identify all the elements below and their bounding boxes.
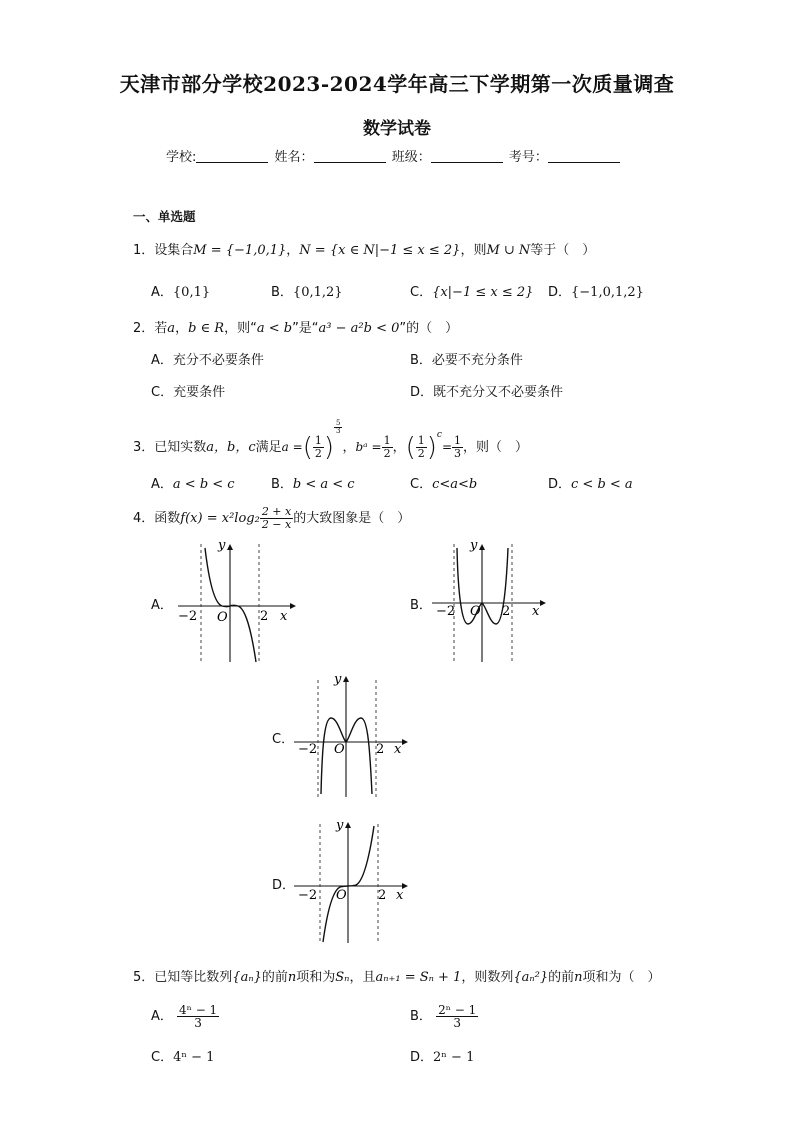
x-axis-arrow [402, 739, 408, 745]
x-label: x [532, 604, 540, 619]
question-2-option-b[interactable]: B．必要不充分条件 [410, 353, 523, 368]
tick-neg2: −2 [178, 609, 198, 624]
question-2-stem: 2．若a，b ∈ R，则“a < b”是“a³ − a²b < 0”的（ ） [133, 321, 459, 336]
tick-neg2: −2 [298, 742, 318, 757]
question-4-option-d-label[interactable]: D． [272, 878, 296, 893]
question-4-option-a-label[interactable]: A． [151, 598, 173, 613]
section-heading: 一、单选题 [133, 209, 196, 224]
y-label: y [334, 672, 342, 687]
question-3-option-c[interactable]: C．c<a<b [410, 477, 478, 492]
question-5-stem: 5．已知等比数列{aₙ}的前n项和为Sₙ，且aₙ₊₁ = Sₙ + 1，则数列{aₙ²}的前n项和为（ ） [133, 970, 661, 985]
x-axis-arrow [540, 600, 546, 606]
question-5-option-c[interactable]: C．4ⁿ − 1 [151, 1050, 215, 1065]
question-5-option-b[interactable]: B． $\frac{\text{2ⁿ − 1}}{3}$ [410, 1003, 477, 1030]
question-3-stem: 3．已知实数a，b，c满足a =( $\frac{1}{2}$ ) $\frac{5}{3}$ ，bᵃ = $\frac{1}{2}$ ，( $\frac{1}{2}$ )$^c$= $\frac{1}{3}$ ，则（ ） [133, 419, 529, 463]
question-2-option-d[interactable]: D．既不充分又不必要条件 [410, 385, 564, 400]
question-3-option-a[interactable]: A．a < b < c [151, 477, 235, 492]
origin-label: O [336, 888, 347, 903]
origin-label: O [334, 742, 345, 757]
question-5-option-a[interactable]: A． $\frac{\text{4ⁿ − 1}}{3}$ [151, 1003, 218, 1030]
class-blank[interactable] [431, 150, 503, 163]
tick-pos2: 2 [502, 604, 511, 619]
question-1-stem: 1．设集合M = {−1,0,1}，N = {x ∈ N|−1 ≤ x ≤ 2}，则M ∪ N等于（ ） [133, 243, 596, 258]
school-blank[interactable] [196, 150, 268, 163]
tick-pos2: 2 [378, 888, 387, 903]
question-1-option-d[interactable]: D．{−1,0,1,2} [548, 285, 644, 300]
question-4-graph-c[interactable] [290, 672, 420, 800]
x-axis-arrow [290, 603, 296, 609]
student-info-row [166, 146, 622, 165]
name-label: 姓名： [274, 150, 314, 165]
exam-number-label: 考号： [508, 150, 548, 165]
question-4-graph-b[interactable] [428, 540, 558, 665]
x-label: x [280, 609, 288, 624]
x-label: x [396, 888, 404, 903]
origin-label: O [470, 604, 481, 619]
y-axis-arrow [343, 676, 349, 682]
page-subtitle: 数学试卷 [363, 119, 431, 139]
question-2-option-c[interactable]: C．充要条件 [151, 385, 226, 400]
y-label: y [470, 540, 478, 553]
question-5-option-d[interactable]: D．2ⁿ − 1 [410, 1050, 475, 1065]
page-title: 天津市部分学校2023-2024学年高三下学期第一次质量调查 [119, 72, 675, 96]
x-label: x [394, 742, 402, 757]
question-4-graph-d[interactable] [290, 818, 420, 946]
question-1-option-b[interactable]: B．{0,1,2} [271, 285, 343, 300]
tick-neg2: −2 [436, 604, 456, 619]
question-4-option-c-label[interactable]: C． [272, 732, 295, 747]
y-label: y [218, 540, 226, 553]
tick-pos2: 2 [260, 609, 269, 624]
question-3-option-d[interactable]: D．c < b < a [548, 477, 633, 492]
y-label: y [336, 818, 344, 833]
question-1-option-c[interactable]: C．{x|−1 ≤ x ≤ 2} [410, 285, 534, 300]
question-4-graph-a[interactable] [172, 540, 302, 665]
y-axis-arrow [345, 822, 351, 828]
origin-label: O [217, 610, 228, 625]
question-4-option-b-label[interactable]: B． [410, 598, 432, 613]
exam-number-blank[interactable] [548, 150, 620, 163]
question-1-option-a[interactable]: A．{0,1} [151, 285, 211, 300]
question-3-option-b[interactable]: B．b < a < c [271, 477, 355, 492]
question-2-option-a[interactable]: A．充分不必要条件 [151, 353, 264, 368]
class-label: 班级： [391, 150, 431, 165]
name-blank[interactable] [314, 150, 386, 163]
school-label: 学校: [166, 150, 197, 165]
question-4-stem: 4．函数f(x) = x²log₂ $\frac{2 + x}{2 - x}$ 的大致图象是（ ） [133, 505, 411, 531]
tick-pos2: 2 [376, 742, 385, 757]
y-axis-arrow [227, 544, 233, 550]
tick-neg2: −2 [298, 888, 318, 903]
y-axis-arrow [479, 544, 485, 550]
